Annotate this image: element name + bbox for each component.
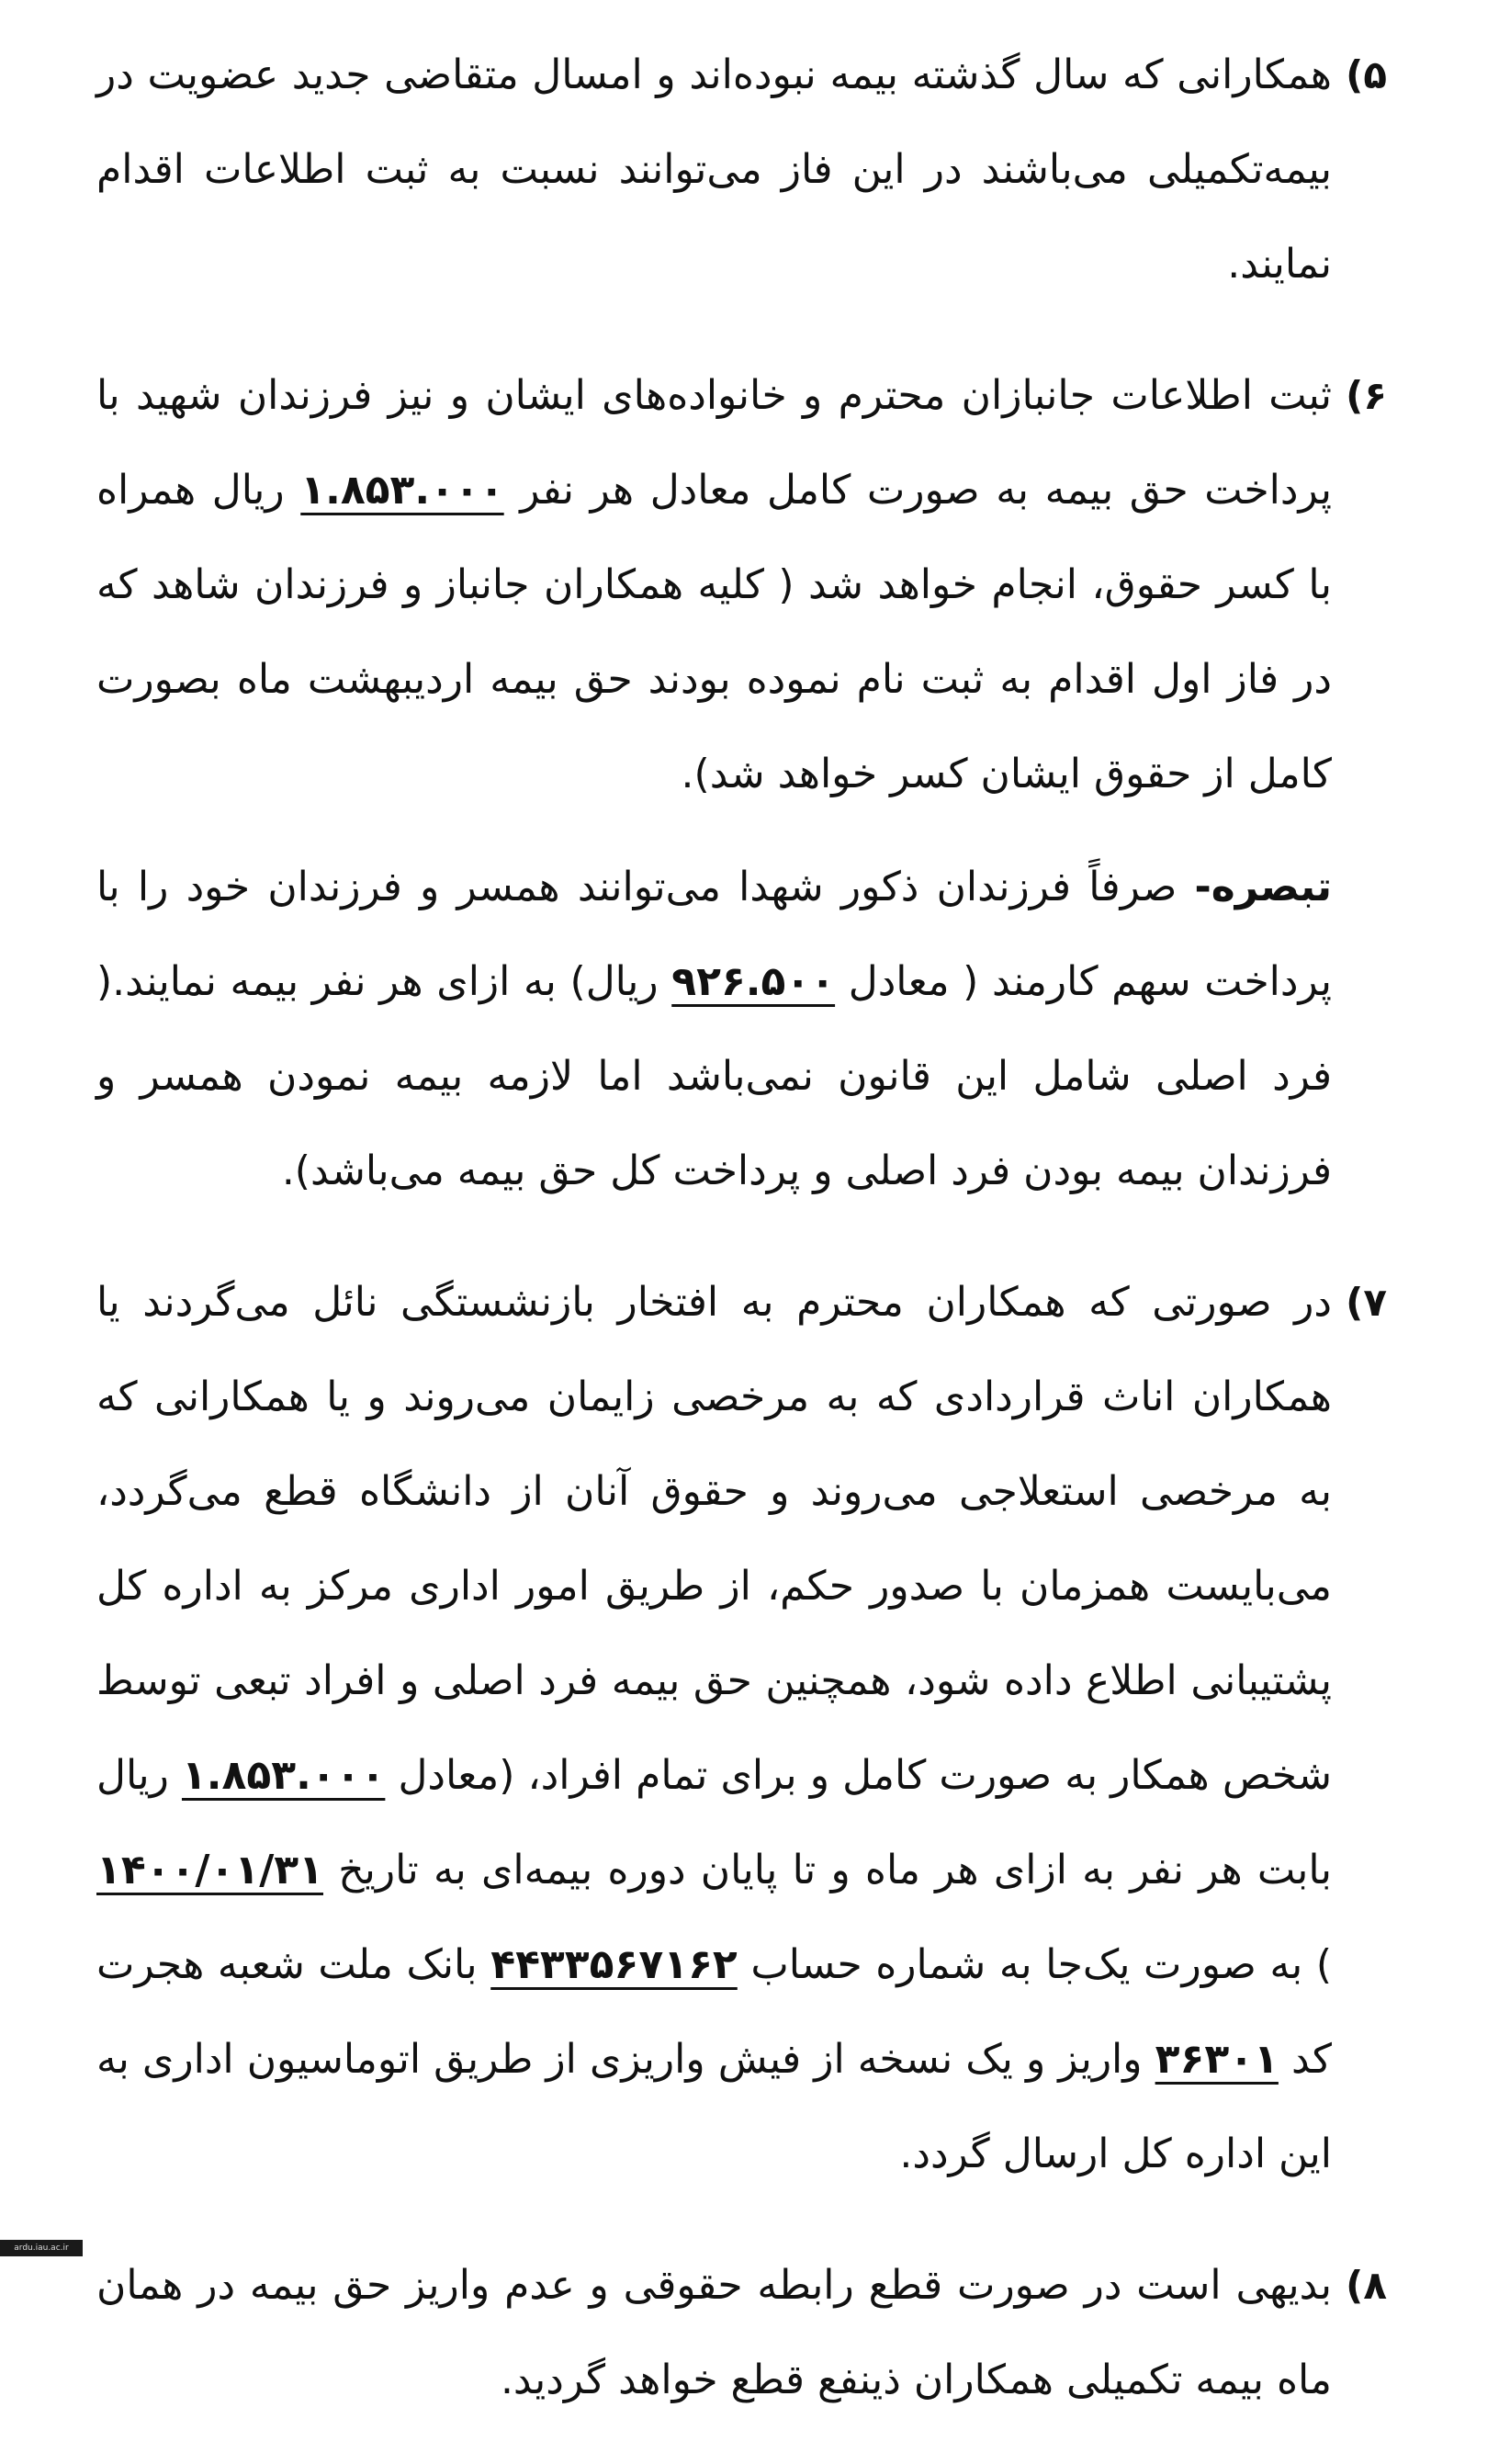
text-segment: ثبت اطلاعات جانبازان محترم و خانواده‌های ایشان و نیز فرزندان شهید با پرداخت حق بیمه به صورت کامل معادل هر نفر bbox=[96, 372, 1333, 514]
amount-value: ۱.۸۵۳.۰۰۰ bbox=[181, 1752, 386, 1799]
text-segment: ریال همراه با کسر حقوق، انجام خواهد شد ( کلیه همکاران جانباز و فرزندان شاهد که در فاز اول اقدام به ثبت نام نموده بودند حق بیمه اردیبهشت ماه بصورت کامل از حقوق ایشان کسر خواهد شد). bbox=[96, 467, 1332, 797]
text-segment: بانک ملت شعبه هجرت کد bbox=[96, 1941, 1332, 2083]
text-segment: ریال) به ازای هر نفر بیمه نمایند.( فرد اصلی شامل این قانون نمی‌باشد اما لازمه بیمه نمودن همسر و فرزندان بیمه بودن فرد اصلی و پرداخت کل حق بیمه می‌باشد). bbox=[96, 958, 1332, 1194]
item-text: بدیهی است در صورت قطع رابطه حقوقی و عدم واریز حق بیمه در همان ماه بیمه تکمیلی همکاران ذینفع قطع خواهد گردید. bbox=[96, 2262, 1332, 2403]
item-text bbox=[96, 1255, 1332, 2201]
item-text bbox=[96, 348, 1332, 821]
item-6 bbox=[96, 348, 1387, 1218]
text-segment: ) به صورت یک‌جا به شماره حساب bbox=[737, 1941, 1332, 1988]
item-number: ۸) bbox=[1346, 2263, 1387, 2308]
note-text bbox=[96, 840, 1332, 1218]
amount-value: ۹۲۶.۵۰۰ bbox=[671, 958, 836, 1005]
account-number: ۴۴۳۳۵۶۷۱۶۲ bbox=[490, 1941, 738, 1988]
document-page bbox=[96, 28, 1387, 2464]
item-number: ۵) bbox=[1346, 52, 1387, 97]
note-label: تبصره- bbox=[1194, 864, 1332, 910]
footer-watermark: ardu.iau.ac.ir bbox=[0, 2240, 83, 2256]
text-segment: صرفاً فرزندان ذکور شهدا می‌توانند همسر و فرزندان خود را با پرداخت سهم کارمند ( معادل bbox=[96, 864, 1332, 1005]
branch-code: ۳۶۳۰۱ bbox=[1155, 2036, 1279, 2083]
text-segment: واریز و یک نسخه از فیش واریزی از طریق اتوماسیون اداری به این اداره کل ارسال گردد. bbox=[96, 2036, 1332, 2177]
item-number: ۶) bbox=[1346, 373, 1387, 418]
item-7 bbox=[96, 1255, 1387, 2201]
amount-value: ۱.۸۵۳.۰۰۰ bbox=[300, 467, 504, 514]
item-number: ۷) bbox=[1346, 1280, 1387, 1325]
item-8 bbox=[96, 2238, 1387, 2427]
text-segment: ریال بابت هر نفر به ازای هر ماه و تا پایان دوره بیمه‌ای به تاریخ bbox=[96, 1752, 1332, 1893]
text-segment: در صورتی که همکاران محترم به افتخار بازنشستگی نائل می‌گردند یا همکاران اناث قراردادی که به مرخصی زایمان می‌روند و یا همکارانی که به مرخصی استعلاجی می‌روند و حقوق آنان از دانشگاه قطع می‌گردد، می‌بایست همزمان با صدور حکم، از طریق امور اداری مرکز به اداره کل پشتیبانی اطلاع داده شود، همچنین حق بیمه فرد اصلی و افراد تبعی توسط شخص همکار به صورت کامل و برای تمام افراد، (معادل bbox=[96, 1279, 1332, 1799]
item-5 bbox=[96, 28, 1387, 311]
item-text: همکارانی که سال گذشته بیمه نبوده‌اند و امسال متقاضی جدید عضویت در بیمه‌تکمیلی می‌باشند در این فاز می‌توانند نسبت به ثبت اطلاعات اقدام نمایند. bbox=[96, 51, 1332, 288]
date-value: ۱۴۰۰/۰۱/۳۱ bbox=[96, 1847, 323, 1893]
